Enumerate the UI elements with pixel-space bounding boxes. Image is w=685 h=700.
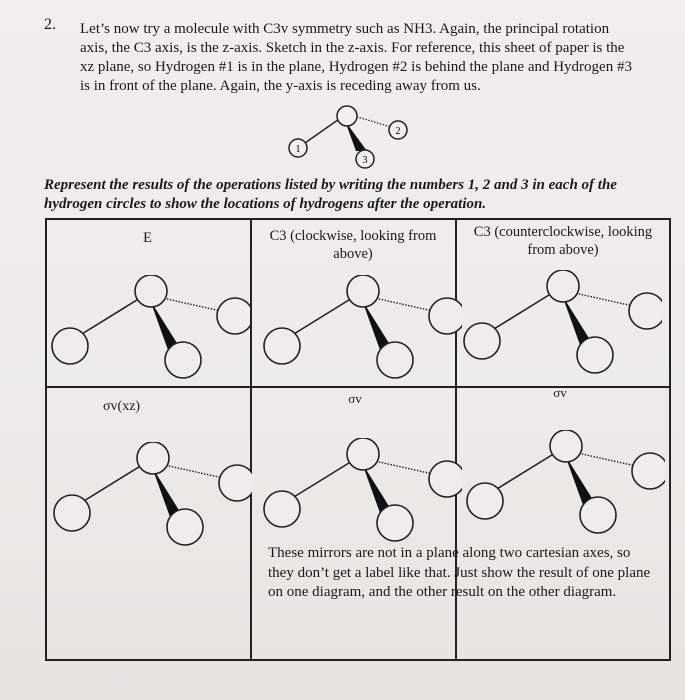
table-border-left <box>45 218 47 661</box>
hydrogen-circle[interactable] <box>217 298 250 334</box>
question-number: 2. <box>44 16 56 33</box>
hydrogen-3-label: 3 <box>362 155 368 166</box>
table-col-divider-1 <box>250 218 252 661</box>
hydrogen-circle[interactable] <box>264 491 300 527</box>
molecule-sigma-v-xz <box>52 442 252 562</box>
hydrogen-circle[interactable] <box>264 328 300 364</box>
hydrogen-circle[interactable] <box>629 293 662 329</box>
molecule-c3-clockwise <box>262 275 462 395</box>
hydrogen-circle[interactable] <box>219 465 252 501</box>
hydrogen-circle[interactable] <box>632 453 665 489</box>
question-intro: Let’s now try a molecule with C3v symmetry such as NH3. Again, the principal rotation axis, the C3 axis, is the z-axis. Sketch in the z-axis. For reference, this sheet of paper is the xz plane, so Hydrogen #1 is in the plane, Hydrogen #2 is behind the plane and Hydrogen #3 is in front of the plane. Again, the y-axis is receding away from us. <box>80 21 632 94</box>
hydrogen-circle[interactable] <box>464 323 500 359</box>
cell-label-c3-counterclockwise: C3 (counterclockwise, looking from above) <box>473 224 653 258</box>
hydrogen-1-label: 1 <box>295 144 301 155</box>
cell-label-sigma-v-1: σv <box>348 391 362 406</box>
cell-label-sigma-v-2: σv <box>553 385 567 400</box>
hydrogen-circle[interactable] <box>377 505 413 541</box>
molecule-identity <box>50 275 250 395</box>
molecule-sigma-v-2 <box>465 430 665 550</box>
hydrogen-circle[interactable] <box>429 298 462 334</box>
hydrogen-circle[interactable] <box>377 342 413 378</box>
hydrogen-circle[interactable] <box>580 497 616 533</box>
hydrogen-circle[interactable] <box>54 495 90 531</box>
table-border-right <box>669 218 671 661</box>
mirror-note: These mirrors are not in a plane along two cartesian axes, so they don’t get a label like that. Just show the result of one plane on one diagram, and the other result on the other diagram. <box>268 545 651 600</box>
hydrogen-circle[interactable] <box>467 483 503 519</box>
hydrogen-circle[interactable] <box>577 337 613 373</box>
molecule-sigma-v-1 <box>262 438 462 558</box>
hydrogen-circle[interactable] <box>165 342 201 378</box>
reference-molecule <box>285 103 415 173</box>
cell-label-sigma-v-xz: σv(xz) <box>103 399 141 414</box>
hydrogen-2-label: 2 <box>395 126 401 137</box>
cell-label-c3-clockwise: C3 (clockwise, looking from above) <box>269 228 437 262</box>
hydrogen-circle[interactable] <box>52 328 88 364</box>
table-border-bottom <box>45 659 671 661</box>
table-border-top <box>45 218 671 220</box>
molecule-c3-counterclockwise <box>462 270 662 390</box>
hydrogen-circle[interactable] <box>167 509 203 545</box>
hydrogen-circle[interactable] <box>429 461 462 497</box>
instructions: Represent the results of the operations listed by writing the numbers 1, 2 and 3 in each of the hydrogen circles to show the locations of hydrogens after the operation. <box>44 177 617 212</box>
cell-label-identity: E <box>143 230 152 246</box>
